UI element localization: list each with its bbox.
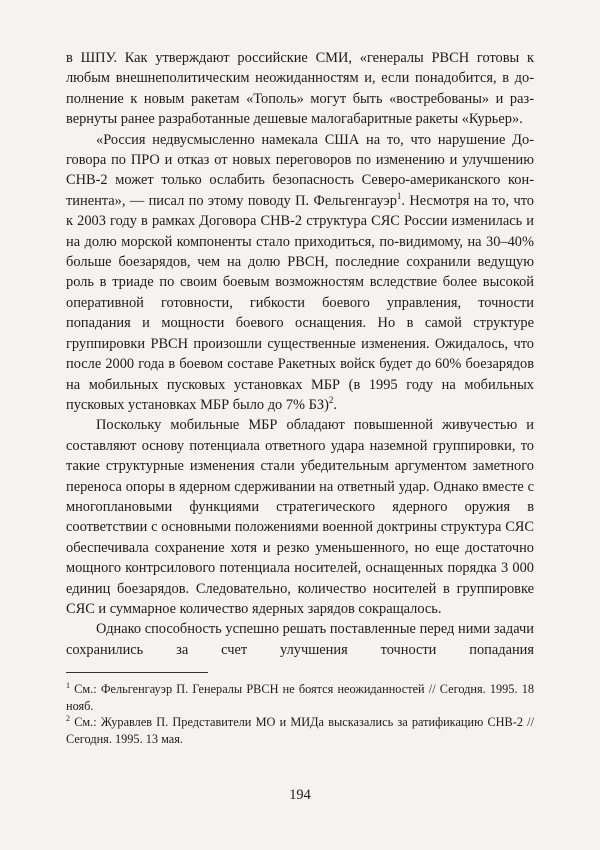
footnote-1-text: См.: Фельгенгауэр П. Генералы РВСН не боятся неожиданностей // Сегодня. 1995. 18 нояб. (66, 682, 534, 713)
paragraph-1: в ШПУ. Как утверждают российские СМИ, «генералы РВСН готовы к любым внешнеполитическим неожиданностям и, если понадобится, в дополнение к новым ракетам «Тополь» могут быть «востребованы» и развернуты ранее разработанные дешевые малогабаритные ракеты «Курьер». (66, 50, 534, 128)
paragraph-4: Однако способность успешно решать поставленные перед ними задачи сохранились за счет улучшения точности попадания (66, 621, 534, 658)
footnotes (66, 681, 534, 747)
paragraph-2-text-a: «Россия недвусмысленно намекала США на то, что нарушение Договора по ПРО и отказ от новых переговоров по изменению и улучшению СНВ-2 может только ослабить безопасность Северо-американского континента», — писал по этому поводу П. Фельгенгауэр (66, 131, 534, 209)
footnote-divider (66, 672, 208, 673)
paragraph-2-text-b: . Несмотря на то, что к 2003 году в рамках Договора СНВ-2 структура СЯС России изменилась и на долю морской компоненты стало приходиться, по-видимому, на 30–40% больше боезарядов, чем на долю РВСН, последние сохранили ведущую роль в триаде по своим боевым возможностям вследствие более высокой оперативной готовности, гибкости боевого управления, точности попадания и мощности боевого оснащения. Но в самой структуре группировки РВСН произошли существенные изменения. Ожидалось, что после 2000 года в боевом составе Ракетных войск будет до 60% боезарядов на мобильных пусковых установках МБР (в 1995 году на мобильных пусковых установках МБР было до 7% БЗ) (66, 192, 534, 413)
footnote-ref-2: 2 (328, 395, 334, 406)
footnote-2-mark: 2 (66, 714, 70, 724)
footnote-2-text: См.: Журавлев П. Представители МО и МИДа высказались за ратификацию СНВ-2 // Сегодня. 1995. 13 мая. (66, 715, 535, 746)
paragraph-3: Поскольку мобильные МБР обладают повышенной живучестью и составляют основу потенциала ответного удара наземной группировки, то такие структурные изменения стали убедительным аргументом заметного переноса опоры в ядерном сдерживании на ответный удар. Однако вместе с многоплановыми функциями стратегического ядерного оружия в соответствии с основными положениями военной доктрины структура СЯС обеспечивала сохранение хотя и резко уменьшенного, но еще достаточно мощного контрсилового потенциала носителей, оснащенных порядка 3 000 единиц боезарядов. Следовательно, количество носителей в группировке СЯС и суммарное количество ядерных зарядов сокращалось. (66, 417, 534, 617)
paragraph-2 (66, 130, 534, 416)
page-number: 194 (289, 787, 311, 803)
footnote-1-mark: 1 (66, 681, 70, 691)
footnote-2 (66, 714, 534, 747)
paragraph-2-text-c: . (333, 396, 337, 413)
footnote-ref-1: 1 (396, 191, 402, 202)
footnote-1 (66, 681, 534, 714)
main-text (66, 48, 534, 660)
